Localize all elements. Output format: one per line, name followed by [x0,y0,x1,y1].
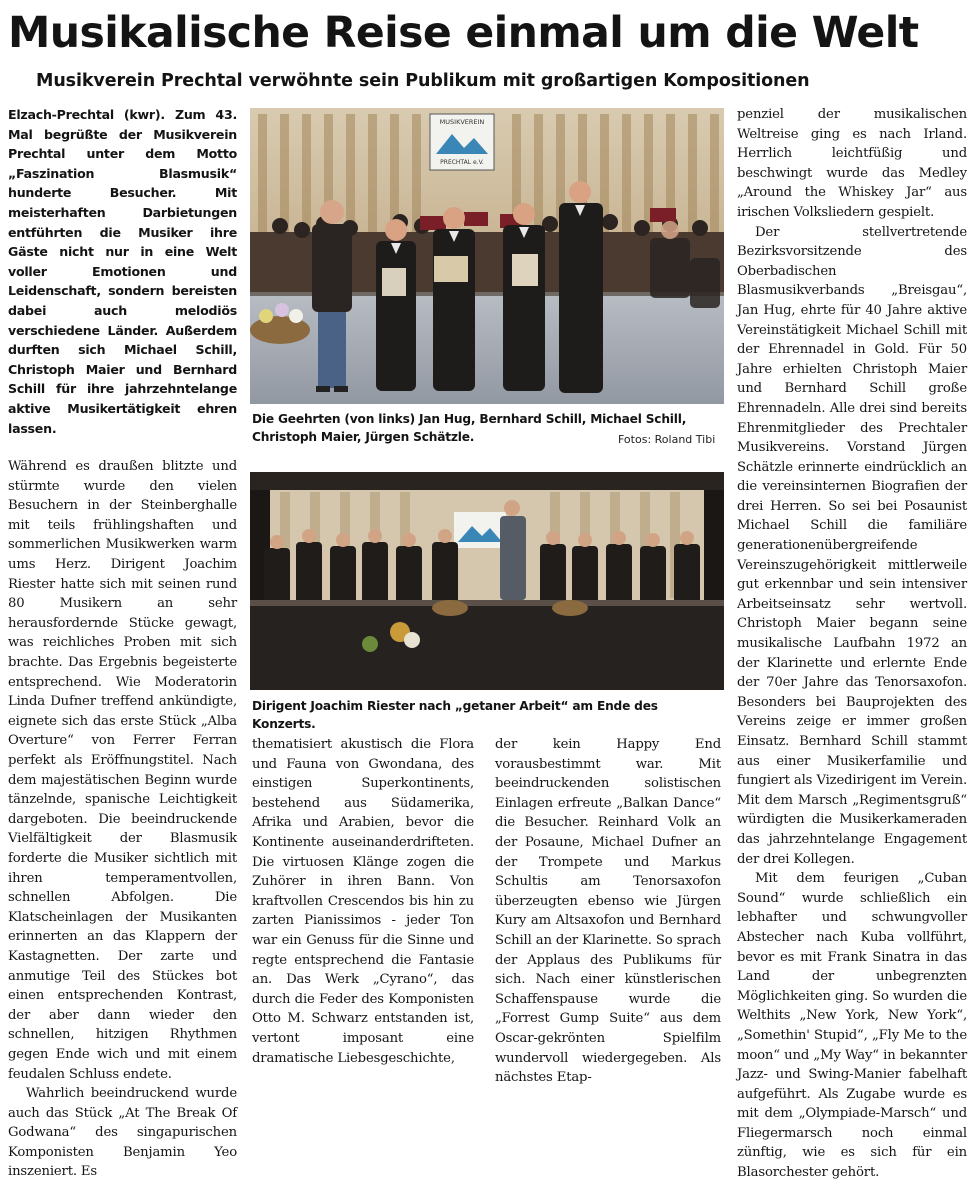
body-paragraph: Der stellvertretende Bezirksvorsitzende des Oberbadischen Blasmusikverbands „Breisgau“, Jan Hug, ehrte für 40 Jahre aktive Vereinstätigkeit Michael Schill mit der Ehrennadel in Gold. Für 50 Jahre erhielten Christoph Maier und Bernhard Schill große Ehrennadeln. Alle drei sind bereits Ehrenmitglieder des Prechtaler Musikvereins. Vorstand Jürgen Schätzle erinnerte eindrücklich an die vereinsinternen Biografien der drei Herren. So sei bei Posaunist Michael Schill die familiäre generationenübergreifende Vereinszugehörigkeit mittlerweile gut erkennbar und sein intensiver Arbeitseinsatz sehr wertvoll. Christoph Maier begann seine musikalische Laufbahn 1972 an der Klarinette und erlernte Ende der 70er Jahre das Tenorsaxofon. Besonders bei Bauprojekten des Vereins zeige er immer großen Einsatz. Bernhard Schill stammt aus einer Musikerfamilie und fungiert als Vizedirigent im Verein. Mit dem Marsch „Regimentsgruß“ würdigten die Musikerkameraden das jahrzehntelange Engagement der drei Kollegen. [737,224,967,867]
article-column-1 [8,105,237,1180]
body-paragraph: thematisiert akustisch die Flora und Fauna von Gwondana, des einstigen Superkontinents, bestehend aus Südamerika, Afrika und Arabien, bevor die Kontinente auseinanderdrifteten. Die virtuosen Klänge zogen die Zuhörer in ihren Bann. Von kraftvollen Crescendos bis hin zu zarten Pianissimos - jeder Ton war ein Genuss für die Sinne und regte entsprechend die Fantasie an. Das Werk „Cyrano“, das durch die Feder des Komponisten Otto M. Schwarz entstanden ist, vertont imposant eine dramatische Liebesgeschichte, [252,737,474,1066]
banner-line-2: PRECHTAL e.V. [440,159,484,166]
banner-line-1: MUSIKVEREIN [439,118,485,126]
photo-caption-honorees: Die Geehrten (von links) Jan Hug, Bernhard Schill, Michael Schill, Christoph Maier, Jürgen Schätzle. [252,412,687,444]
body-paragraph: Mit dem feurigen „Cuban Sound“ wurde schließlich ein lebhafter und schwungvoller Abstecher nach Kuba vollführt, bevor es mit Frank Sinatra in das Land der unbegrenzten Möglichkeiten ging. So wurden die Welthits „New York, New York“, „Somethin' Stupid“, „Fly Me to the moon“ und „My Way“ in bekannter Jazz- und Swing-Manier fabelhaft aufgeführt. Als Zugabe wurde es mit dem „Olympiade-Marsch“ und Fliegermarsch noch einmal zünftig, wie es sich für ein Blasorchester gehört. [737,871,967,1181]
headline: Musikalische Reise einmal um die Welt [8,8,919,58]
lead-paragraph: Elzach-Prechtal (kwr). Zum 43. Mal begrüßte der Musikverein Prechtal unter dem Motto „Faszination Blasmusik“ hunderte Besucher. Mit meisterhaften Darbietungen entführten die Musiker ihre Gäste nicht nur in eine Welt voller Emotionen und Leidenschaft, sondern bereisten dabei auch melodiös verschiedene Länder. Außerdem durften sich Michael Schill, Christoph Maier und Bernhard Schill für ihre jahrzehntelange aktive Musikertätigkeit ehren lassen. [8,107,237,436]
photo-honorees [250,108,724,404]
article-column-4 [737,105,967,1181]
photo-conductor [250,472,724,690]
body-paragraph: Wahrlich beeindruckend wurde auch das Stück „At The Break Of Godwana“ des singapurischen Komponisten Benjamin Yeo inszeniert. Es [8,1086,237,1180]
conductor-photo-image [250,472,724,690]
subheadline: Musikverein Prechtal verwöhnte sein Publikum mit großartigen Kompositionen [36,71,810,91]
club-banner [430,114,494,170]
photo-caption-conductor: Dirigent Joachim Riester nach „getaner Arbeit“ am Ende des Konzerts. [252,699,658,731]
body-paragraph: penziel der musikalischen Weltreise ging es nach Irland. Herrlich leichtfüßig und beschwingt wurde das Medley „Around the Whiskey Jar“ aus irischen Volksliedern gespielt. [737,107,967,220]
article-column-2 [252,735,474,1066]
body-paragraph: Während es draußen blitzte und stürmte wurde den vielen Besuchern in der Steinberghalle mit teils frühlingshaften und sommerlichen Musikwerken warm ums Herz. Dirigent Joachim Riester hatte sich mit seinen rund 80 Musikern an sehr herausfordernde Stücke gewagt, was reichliches Proben mit sich brachte. Das Ergebnis begeisterte entsprechend. Wie Moderatorin Linda Dufner treffend ankündigte, eignete sich das erste Stück „Alba Overture“ von Ferrer Ferran perfekt als Eröffnungstitel. Nach dem majestätischen Beginn wurde tänzelnde, spanische Leichtigkeit dargeboten. Die beeindruckende Vielfältigkeit der Blasmusik forderte die Musiker sichtlich mit ihren temperamentvollen, schnellen Abfolgen. Die Klatscheinlagen der Musikanten erinnerten an das Klappern der Kastagnetten. Der zarte und anmutige Teil des Stückes bot einen entsprechenden Kontrast, der aber dann wieder den schnellen, hitzigen Rhythmen gegen Ende wich und mit einem feudalen Schluss endete. [8,459,237,1082]
body-paragraph: der kein Happy End vorausbestimmt war. Mit beeindruckenden solistischen Einlagen erfreute „Balkan Dance“ die Besucher. Reinhard Volk an der Posaune, Michael Dufner an der Trompete und Markus Schultis am Tenorsaxofon überzeugten ebenso wie Jürgen Kury am Altsaxofon und Bernhard Schill an der Klarinette. So sprach der Applaus des Publikums für sich. Nach einer künstlerischen Schaffenspause wurde die „Forrest Gump Suite“ aus dem Oscar-gekrönten Spielfilm wundervoll wiedergegeben. Als nächstes Etap- [495,737,721,1086]
honorees-photo-image [250,108,724,404]
article-column-3 [495,735,721,1086]
photo-credit: Fotos: Roland Tibi [618,433,716,446]
